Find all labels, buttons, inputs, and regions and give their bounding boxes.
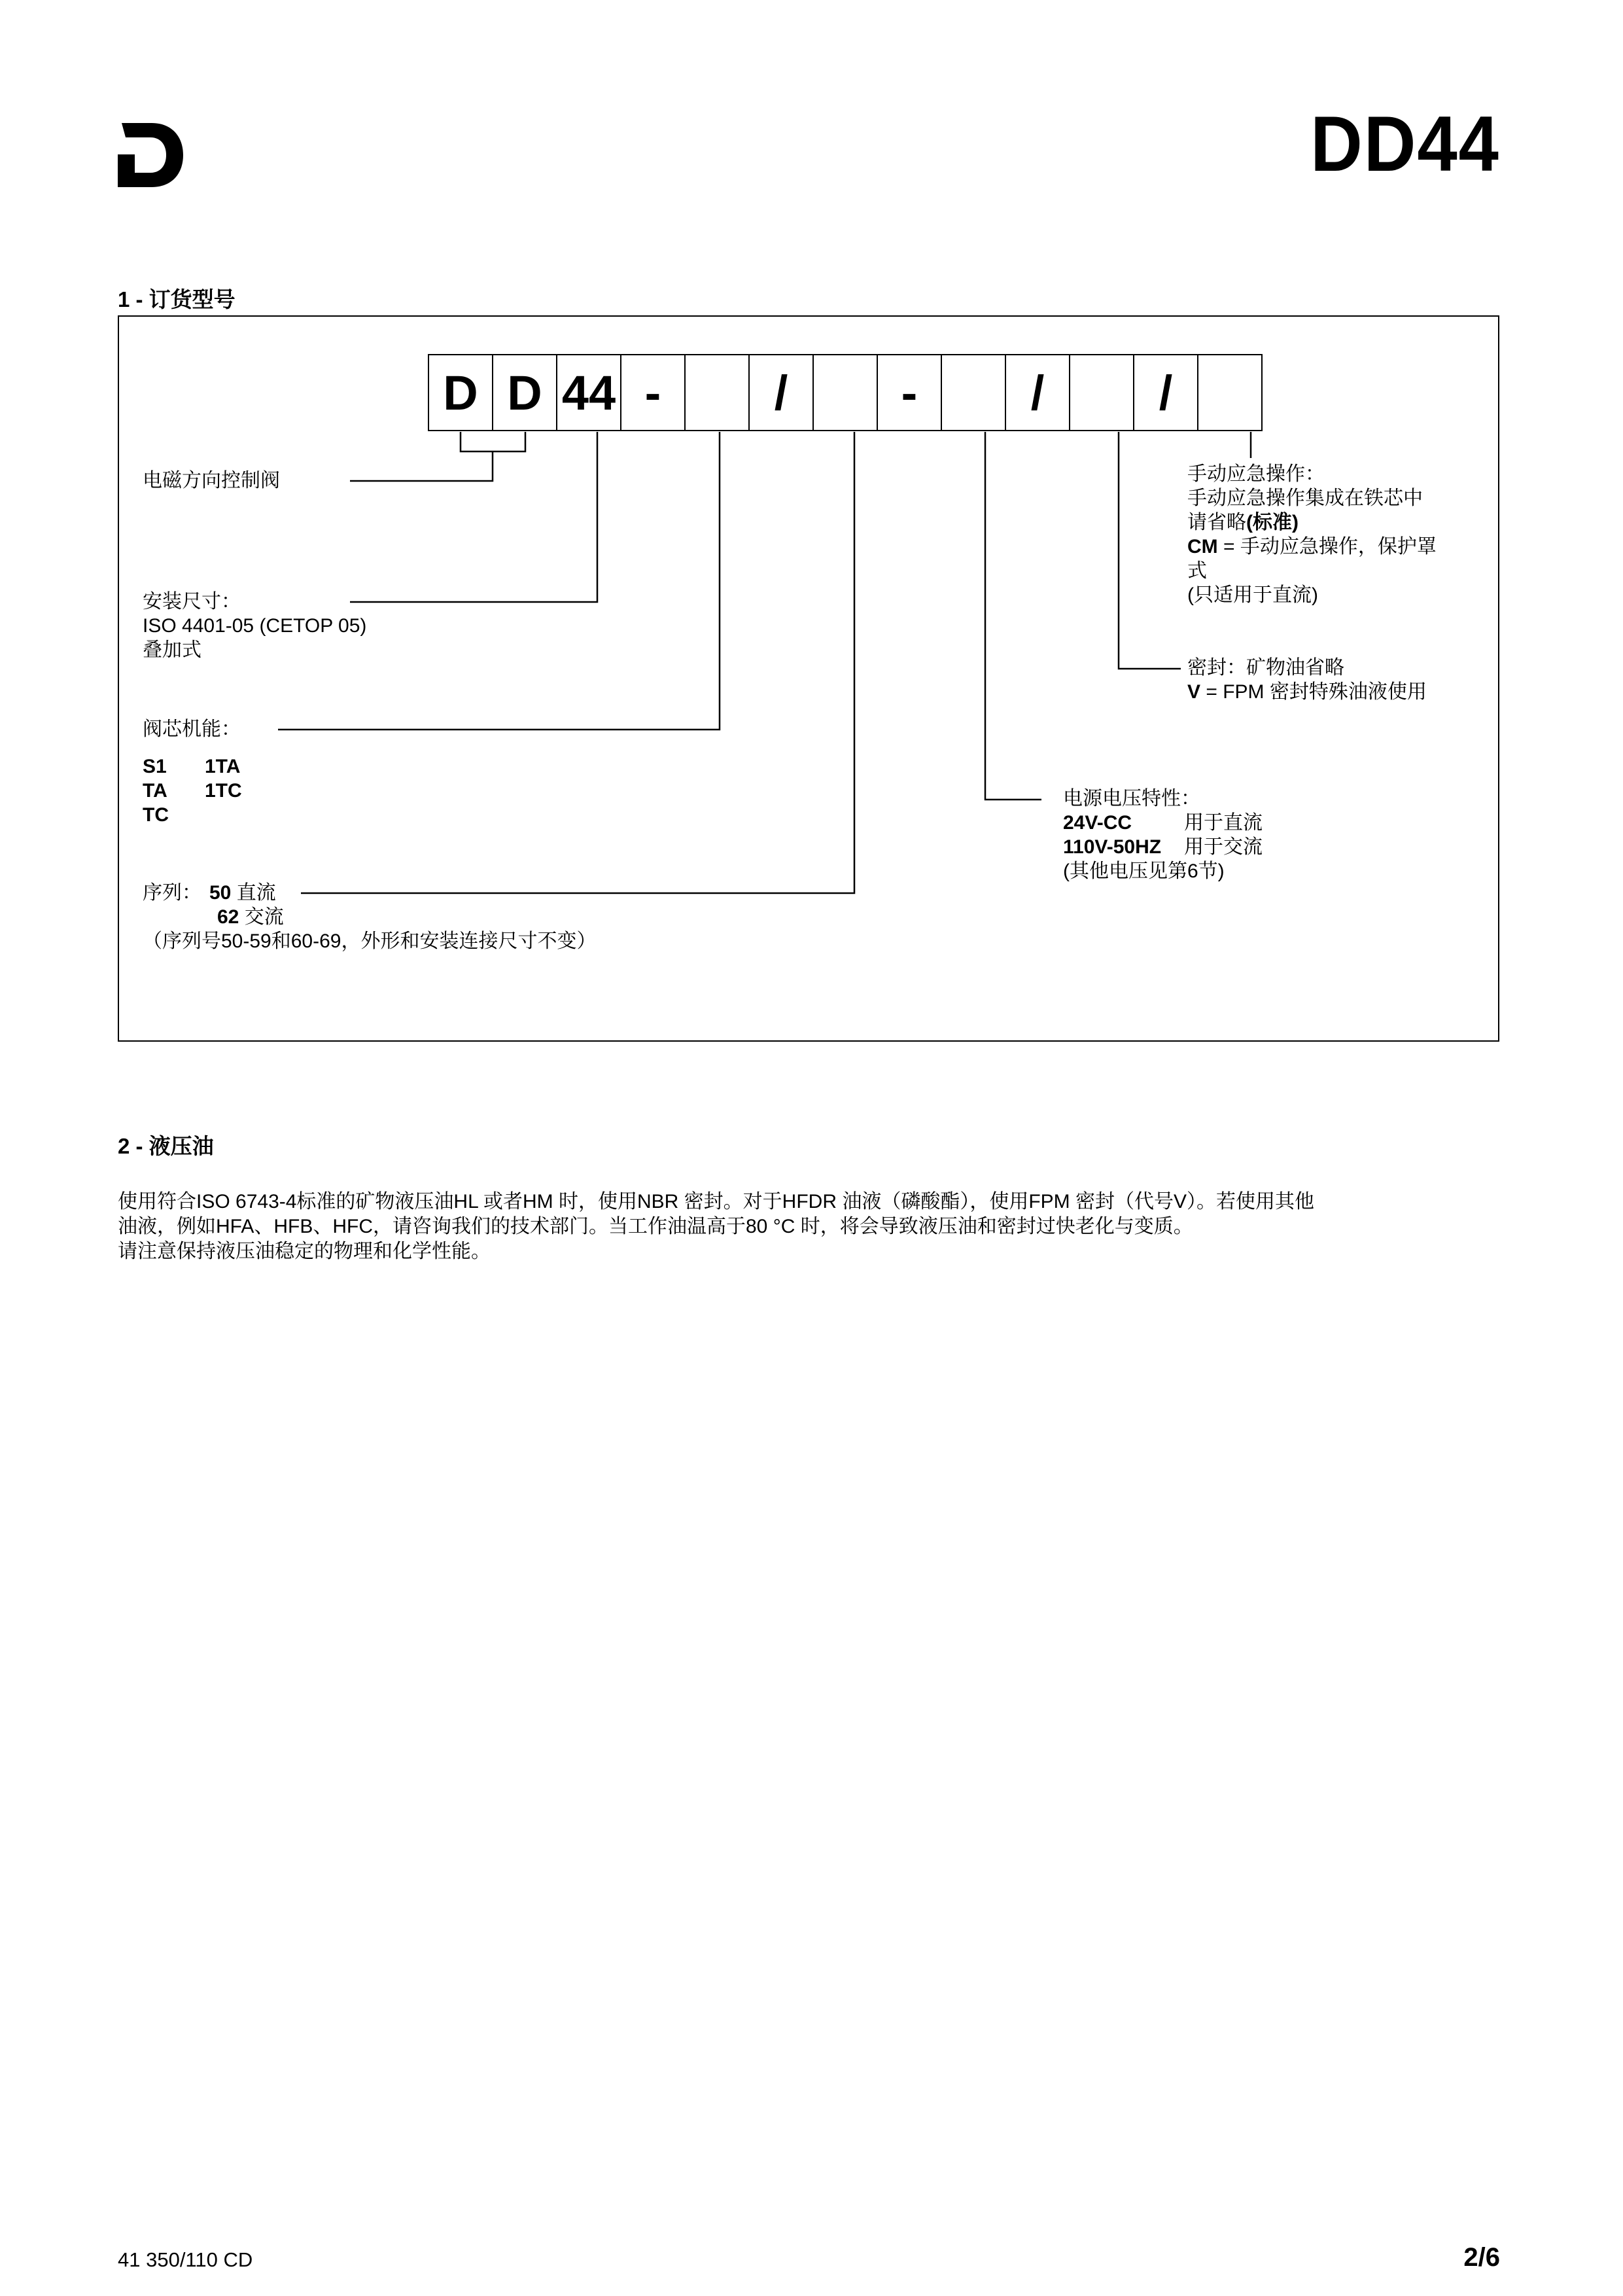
manual-cm-text-cont: 式 <box>1187 560 1207 582</box>
mounting-standard: ISO 4401-05 (CETOP 05) <box>143 615 367 637</box>
mounting-label <box>143 590 366 662</box>
code-cell: / <box>748 354 814 431</box>
seal-v-text: = FPM 密封特殊油液使用 <box>1200 681 1427 703</box>
manual-dc-note: (只适用于直流) <box>1187 584 1318 606</box>
mounting-title: 安装尺寸： <box>143 591 241 612</box>
series-62-text: 交流 <box>244 906 284 928</box>
manual-title: 手动应急操作： <box>1187 463 1325 485</box>
paragraph-line: 使用符合ISO 6743-4标准的矿物液压油HL 或者HM 时，使用NBR 密封。对于HFDR 油液（磷酸酯），使用FPM 密封（代号V）。若使用其他 <box>118 1191 1314 1212</box>
series-note: （序列号50-59和60-69，外形和安装连接尺寸不变） <box>143 930 597 952</box>
spool-option: TA <box>143 780 167 802</box>
paragraph-line: 请注意保持液压油稳定的物理和化学性能。 <box>118 1241 491 1262</box>
voltage-title: 电源电压特性： <box>1063 788 1200 809</box>
code-cell: - <box>620 354 686 431</box>
spool-option: S1 <box>143 756 167 777</box>
series-62-code: 62 <box>217 906 239 928</box>
mounting-type: 叠加式 <box>143 639 201 661</box>
hydraulic-fluid-paragraph <box>118 1190 1505 1264</box>
code-cell: - <box>877 354 942 431</box>
voltage-dc-code: 24V-CC <box>1063 812 1132 834</box>
code-cell: D <box>428 354 493 431</box>
spool-option: 1TC <box>205 780 242 802</box>
page-number: 2/6 <box>1463 2243 1500 2272</box>
series-label <box>143 881 596 953</box>
manual-cm-text: = 手动应急操作，保护罩 <box>1217 536 1437 557</box>
seal-v-code: V <box>1187 681 1201 703</box>
seal-title: 密封：矿物油省略 <box>1187 657 1344 679</box>
model-title: DD44 <box>1310 100 1500 188</box>
series-50-text: 直流 <box>236 882 276 904</box>
spool-list <box>143 754 242 827</box>
voltage-ac-text: 用于交流 <box>1184 836 1263 858</box>
code-cell: D <box>492 354 557 431</box>
section-2-title: 2 - 液压油 <box>118 1134 214 1158</box>
code-cell: 44 <box>556 354 621 431</box>
section-1-title: 1 - 订货型号 <box>118 287 236 311</box>
manual-standard: (标准) <box>1246 512 1299 533</box>
voltage-note: (其他电压见第6节) <box>1063 860 1225 882</box>
spool-title: 阀芯机能： <box>143 718 241 740</box>
paragraph-line: 油液，例如HFA、HFB、HFC，请咨询我们的技术部门。当工作油温高于80 °C 时，将会导致液压油和密封过快老化与变质。 <box>118 1216 1193 1237</box>
code-cell: / <box>1005 354 1070 431</box>
series-50-code: 50 <box>209 882 232 904</box>
voltage-label <box>1063 786 1263 883</box>
spool-option: 1TA <box>205 756 241 777</box>
voltage-dc-text: 用于直流 <box>1184 812 1263 834</box>
manual-cm-code: CM <box>1187 536 1218 557</box>
valve-type-label: 电磁方向控制阀 <box>143 470 280 491</box>
voltage-ac-code: 110V-50HZ <box>1063 836 1162 858</box>
manual-override-label <box>1187 462 1437 607</box>
spool-option: TC <box>143 804 169 826</box>
seal-label <box>1187 656 1427 704</box>
document-code: 41 350/110 CD <box>118 2248 253 2271</box>
manual-line1: 手动应急操作集成在铁芯中 <box>1187 487 1423 509</box>
series-title: 序列： <box>143 882 201 904</box>
manual-line2: 请省略 <box>1187 512 1246 533</box>
code-cell: / <box>1133 354 1198 431</box>
